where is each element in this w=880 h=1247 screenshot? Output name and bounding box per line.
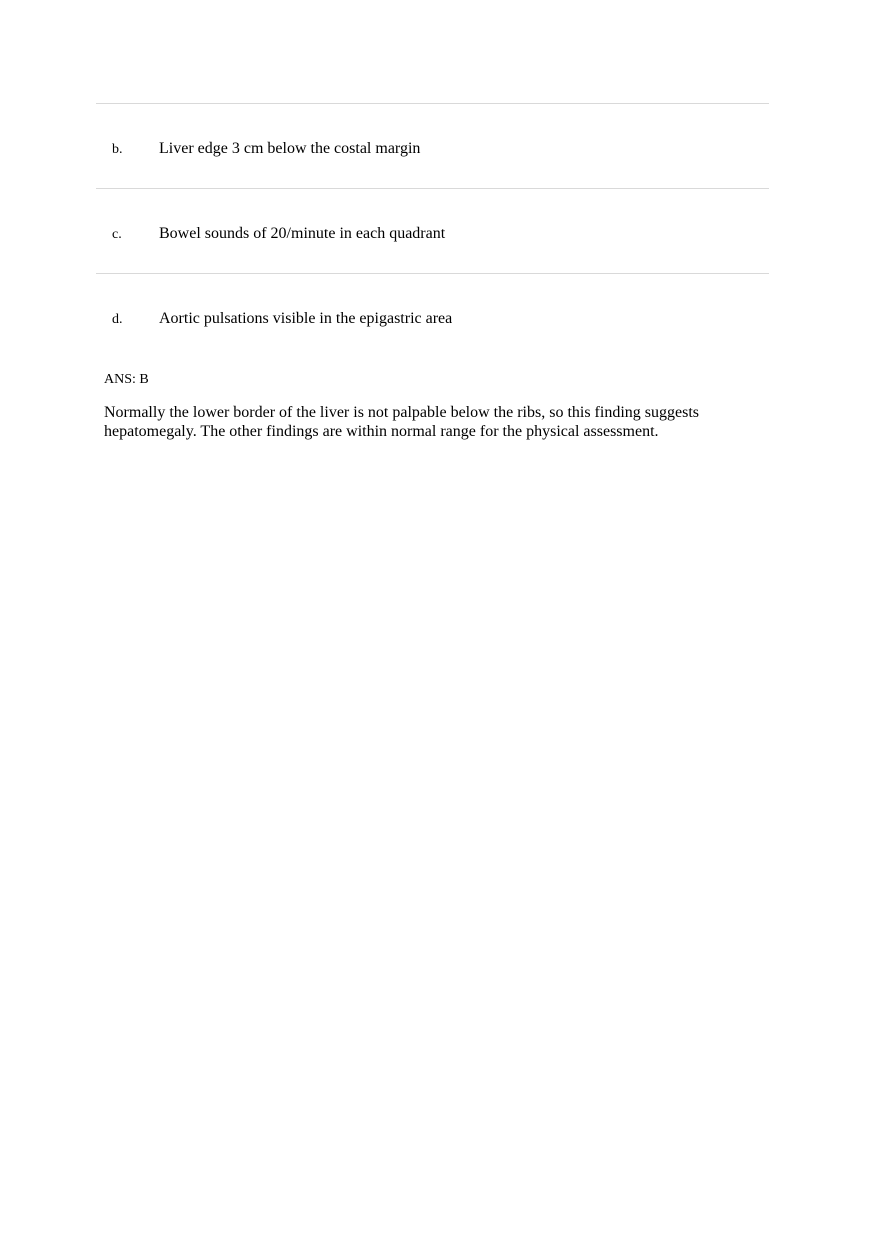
option-row-c <box>96 189 769 274</box>
option-text: Aortic pulsations visible in the epigastric area <box>159 310 453 327</box>
option-text: Liver edge 3 cm below the costal margin <box>159 140 421 157</box>
option-row-b <box>96 104 769 189</box>
option-letter: d. <box>112 312 123 327</box>
option-text: Bowel sounds of 20/minute in each quadrant <box>159 225 446 242</box>
answer-options-table <box>96 103 769 358</box>
option-row-d <box>96 274 769 358</box>
option-letter: b. <box>112 142 123 157</box>
rationale-text: Normally the lower border of the liver is not palpable below the ribs, so this finding suggests hepatomegaly. The other findings are within normal range for the physical assessment. <box>104 404 699 440</box>
answer-key: ANS: B <box>104 372 149 387</box>
option-letter: c. <box>112 227 122 242</box>
